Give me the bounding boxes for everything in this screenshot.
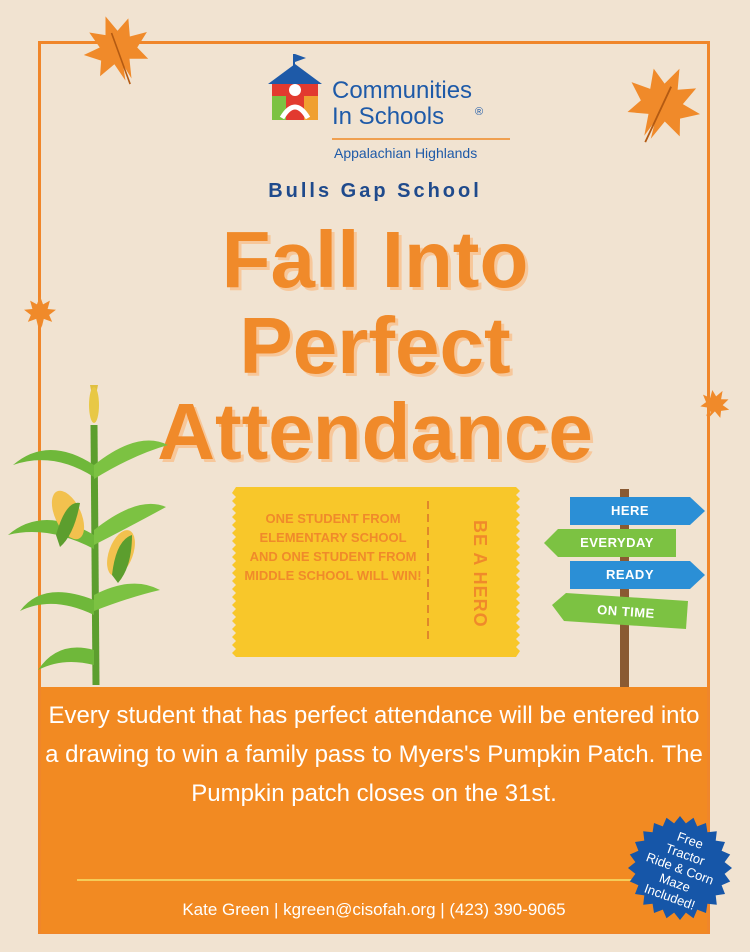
logo-name: Communities In Schools: [332, 77, 473, 130]
registered-mark: ®: [475, 106, 484, 118]
raffle-ticket: [232, 487, 520, 657]
schoolhouse-icon: [260, 52, 330, 134]
maple-leaf-icon: [616, 58, 711, 148]
free-ride-badge: [627, 815, 733, 921]
logo-region: Appalachian Highlands: [334, 145, 478, 161]
logo-divider: [332, 138, 510, 140]
headline-line-1: Fall Into: [221, 215, 529, 304]
sign-on-time: ON TIME: [596, 602, 656, 621]
ticket-side-text: BE A HERO: [470, 520, 490, 628]
maple-leaf-icon: [72, 8, 162, 88]
headline-line-3: Attendance: [157, 387, 593, 476]
sign-everyday: EVERYDAY: [580, 535, 654, 550]
badge-text: Free Tractor Ride & Corn Maze Included!: [642, 828, 716, 913]
signpost-illustration: [540, 485, 720, 690]
communities-in-schools-logo: [260, 58, 520, 168]
contact-info: Kate Green | kgreen@cisofah.org | (423) 390-9065: [182, 900, 566, 919]
info-banner: [41, 687, 707, 933]
sign-here: HERE: [610, 503, 650, 518]
sign-ready: READY: [605, 567, 654, 582]
corn-stalk-illustration: [8, 385, 168, 690]
banner-divider: [77, 879, 643, 881]
banner-text: Every student that has perfect attendance will be entered into a drawing to win a family pass to Myers's Pumpkin Patch. The Pumpkin patch closes on the 31st.: [45, 702, 703, 807]
headline-line-2: Perfect: [239, 301, 511, 390]
school-name: Bulls Gap School: [268, 180, 482, 202]
ticket-text: ONE STUDENT FROM ELEMENTARY SCHOOL AND ONE STUDENT FROM MIDDLE SCHOOL WILL WIN!: [244, 511, 422, 583]
